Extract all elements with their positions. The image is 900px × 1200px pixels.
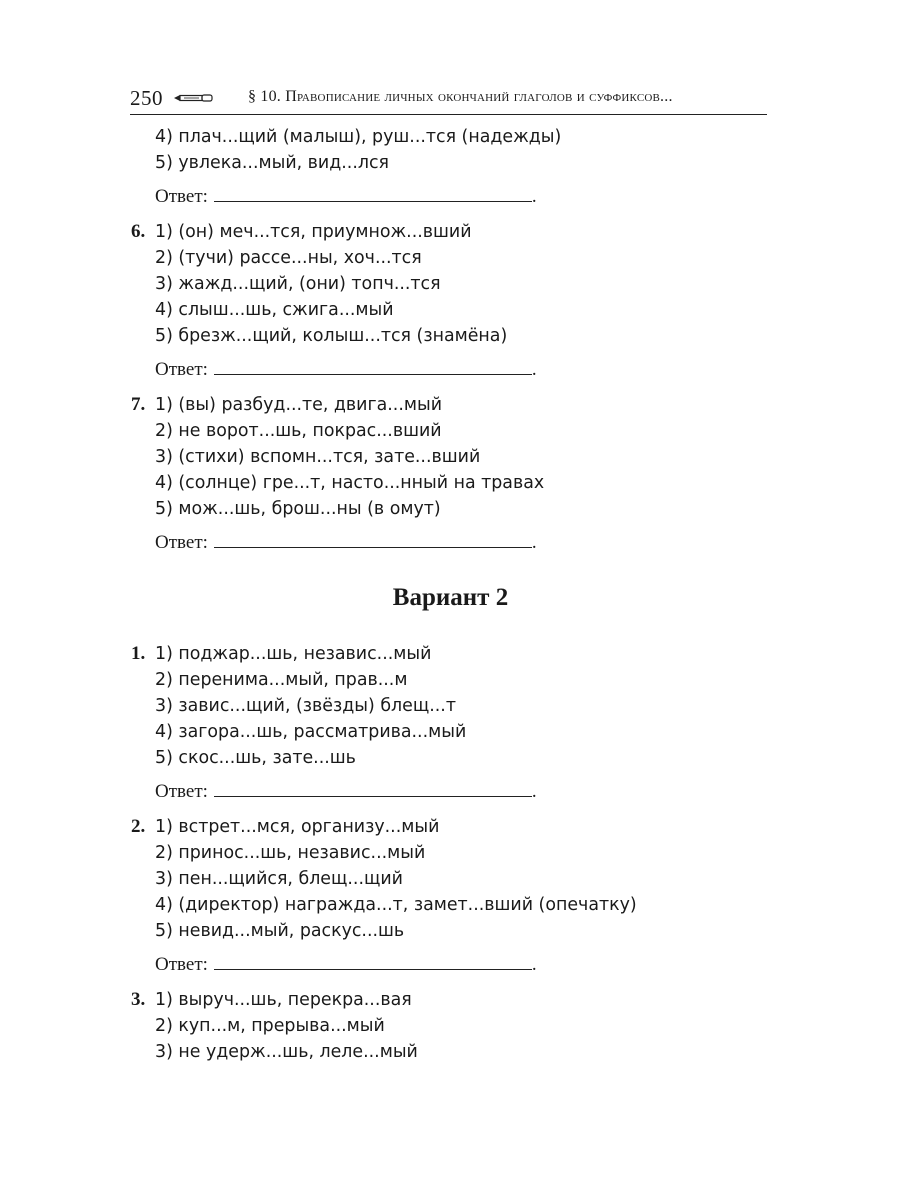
section-title: § 10. Правописание личных окончаний глаголов и суффиксов...: [248, 88, 673, 105]
answer-end: .: [531, 781, 537, 802]
task-item: 5) брезж...щий, колыш...тся (знамёна): [155, 326, 508, 346]
answer-label: Ответ:: [155, 532, 208, 553]
answer-blank[interactable]: [214, 183, 532, 202]
answer-field: [131, 183, 771, 209]
variant2-task-1: [131, 641, 771, 804]
task-item: 4) плач...щий (малыш), руш...тся (надежды): [155, 127, 562, 147]
task-item: 2) принос...шь, независ...мый: [155, 843, 426, 863]
task-item: 5) мож...шь, брош...ны (в омут): [155, 499, 441, 519]
task-item: 4) (солнце) гре...т, насто...нный на травах: [155, 473, 545, 493]
task-item: 1) (вы) разбуд...те, двига...мый: [155, 395, 443, 415]
task-item: 3) пен...щийся, блещ...щий: [155, 869, 403, 889]
task-item: 4) слыш...шь, сжига...мый: [155, 300, 394, 320]
variant2-task-3: [131, 987, 771, 1065]
task-item: 4) загора...шь, рассматрива...мый: [155, 722, 467, 742]
answer-label: Ответ:: [155, 186, 208, 207]
task-item: 3) завис...щий, (звёзды) блещ...т: [155, 696, 456, 716]
task-item: 3) жажд...щий, (они) топч...тся: [155, 274, 441, 294]
variant-heading: Вариант 2: [392, 584, 509, 611]
answer-end: .: [531, 954, 537, 975]
answer-blank[interactable]: [214, 951, 532, 970]
task-item: 5) скос...шь, зате...шь: [155, 748, 356, 768]
task-item: 4) (директор) награжда...т, замет...вший (опечатку): [155, 895, 637, 915]
variant2-task-2: [131, 814, 771, 977]
task-item: 2) перенима...мый, прав...м: [155, 670, 408, 690]
task-item: 2) (тучи) рассе...ны, хоч...тся: [155, 248, 422, 268]
task-item: 1) выруч...шь, перекра...вая: [155, 990, 412, 1010]
answer-end: .: [531, 186, 537, 207]
answer-blank[interactable]: [214, 529, 532, 548]
task-item: 2) не ворот...шь, покрас...вший: [155, 421, 442, 441]
answer-field: [131, 529, 771, 555]
task-number: 2.: [131, 816, 146, 837]
answer-blank[interactable]: [214, 778, 532, 797]
page-content: [131, 124, 771, 1065]
answer-end: .: [531, 359, 537, 380]
answer-label: Ответ:: [155, 781, 208, 802]
task-item: 3) не удерж...шь, леле...мый: [155, 1042, 418, 1062]
answer-blank[interactable]: [214, 356, 532, 375]
task-item: 5) увлека...мый, вид...лся: [155, 153, 389, 173]
answer-label: Ответ:: [155, 359, 208, 380]
answer-label: Ответ:: [155, 954, 208, 975]
task-6: [131, 219, 771, 382]
task-item: 2) куп...м, прерыва...мый: [155, 1016, 385, 1036]
task-number: 1.: [131, 643, 146, 664]
answer-end: .: [531, 532, 537, 553]
page-number: 250: [130, 86, 163, 110]
task-number: 6.: [131, 221, 146, 242]
task-item: 1) (он) меч...тся, приумнож...вший: [155, 222, 472, 242]
task-5-continuation: [131, 124, 771, 209]
pen-icon: [172, 93, 216, 103]
answer-field: [131, 778, 771, 804]
task-number: 7.: [131, 394, 146, 415]
task-number: 3.: [131, 989, 146, 1010]
task-7: [131, 392, 771, 555]
answer-field: [131, 356, 771, 382]
task-item: 3) (стихи) вспомн...тся, зате...вший: [155, 447, 481, 467]
task-item: 1) поджар...шь, независ...мый: [155, 644, 432, 664]
page-header: [130, 84, 767, 115]
task-item: 5) невид...мый, раскус...шь: [155, 921, 405, 941]
task-item: 1) встрет...мся, организу...мый: [155, 817, 440, 837]
answer-field: [131, 951, 771, 977]
